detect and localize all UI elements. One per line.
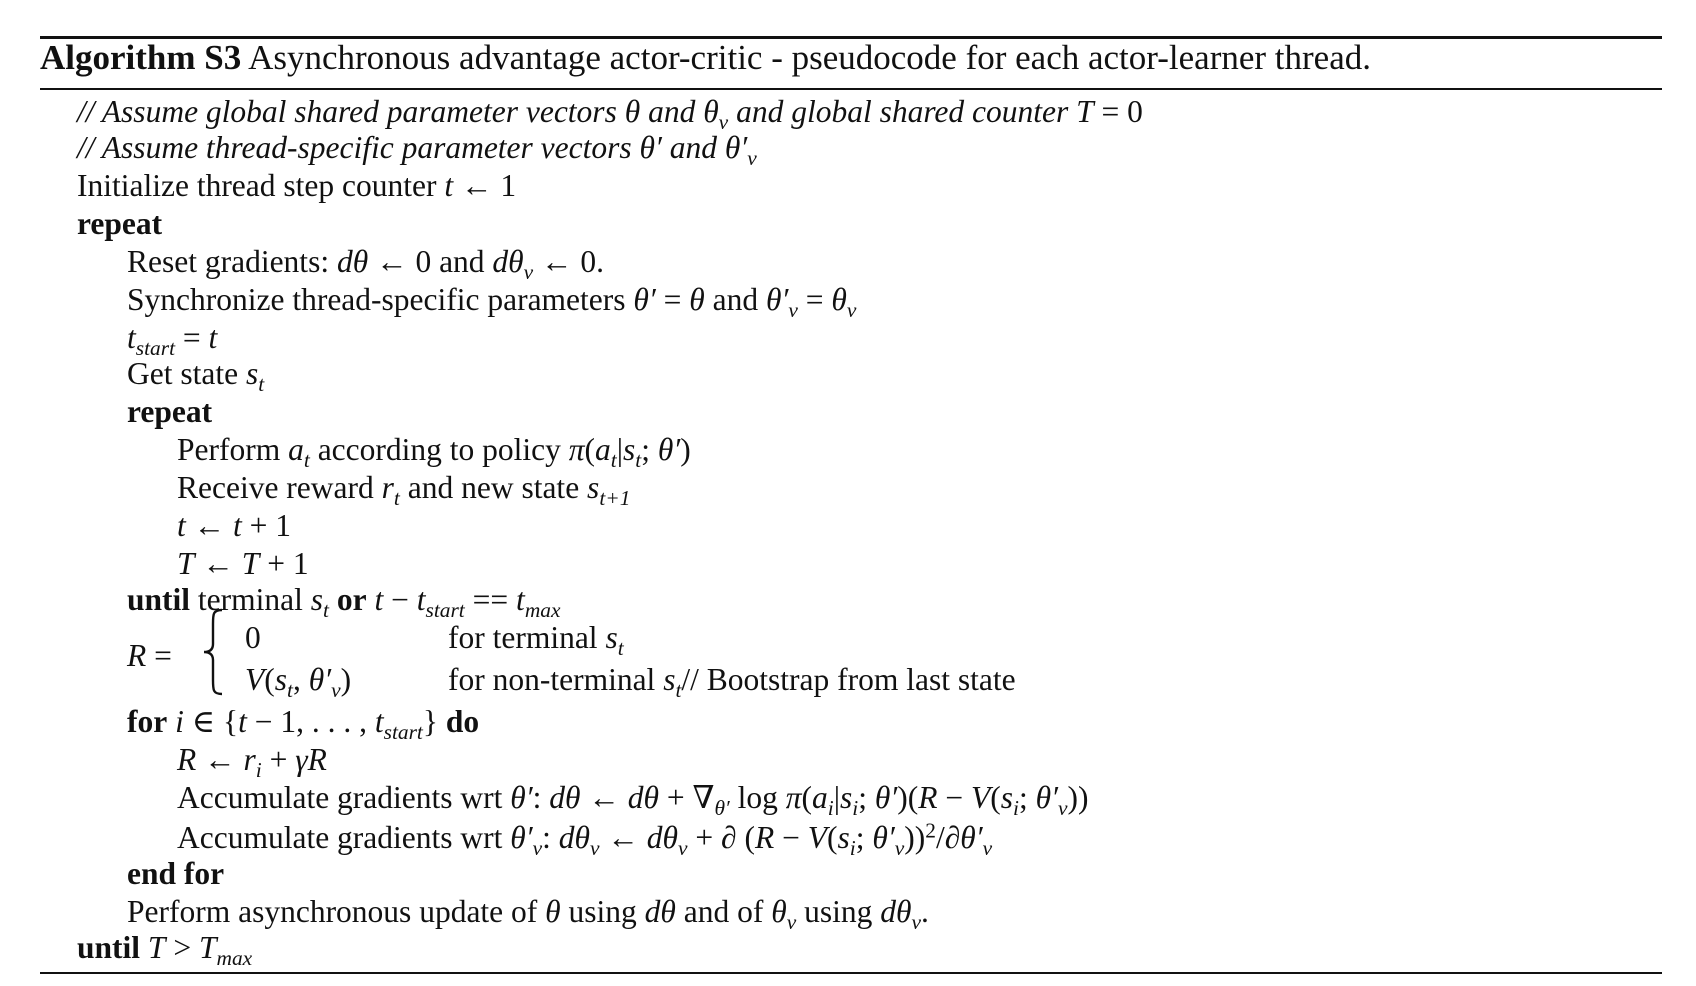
- until-Tmax-line: until $T > T_{max}$: [77, 930, 253, 970]
- algorithm-label: Algorithm S3: [40, 38, 242, 77]
- tstart-line: $t_{start} = t$: [127, 320, 218, 360]
- cases-brace: [200, 608, 226, 696]
- R-equals: R =: [127, 638, 172, 673]
- case-terminal-cond: for terminal $s_t$: [448, 620, 624, 660]
- sync-params-line: Synchronize thread-specific parameters θ′ = θ and $\theta'_v = \theta_v$: [127, 282, 857, 322]
- increment-t-line: t ← t + 1: [177, 508, 292, 543]
- case-nonterminal-cond: for non-terminal $s_t//$ Bootstrap from last state: [448, 662, 1016, 702]
- perform-action-line: Perform $a_t$ according to policy $\pi(a_t|s_t$; θ′): [177, 432, 691, 472]
- update-R-line: R ← $r_i + \gamma R$: [177, 742, 327, 782]
- repeat-inner: repeat: [127, 394, 213, 429]
- algorithm-title: Asynchronous advantage actor-critic - pseudocode for each actor-learner thread.: [248, 38, 1371, 77]
- get-state-line: Get state $s_t$: [127, 356, 265, 396]
- comment-thread-params: // Assume thread-specific parameter vectors θ′ and $\theta'_v$: [77, 130, 757, 170]
- case-nonterminal-value: $V(s_t$, $\theta'_v$): [245, 662, 352, 702]
- for-loop-line: for i ∈ {t − 1, . . . , $t_{start}$} do: [127, 704, 480, 744]
- async-update-line: Perform asynchronous update of θ using dθ and of $\theta_v$ using $d\theta_v$.: [127, 894, 929, 934]
- repeat-outer: repeat: [77, 206, 163, 241]
- increment-T-line: T ← T + 1: [177, 546, 309, 581]
- accumulate-policy-grad-line: Accumulate gradients wrt θ′: dθ ← $d\theta + \nabla_{\theta'}$ $\log \pi(a_i|s_i$; $\theta')(R - V(s_i$; $\theta'_v$)): [177, 780, 1089, 820]
- reset-gradients-line: Reset gradients: dθ ← 0 and $d\theta_v$ ← 0.: [127, 244, 605, 284]
- comment-global-params: // Assume global shared parameter vectors θ and $\theta_v$ and global shared counter T = 0: [77, 94, 1143, 134]
- end-for: end for: [127, 856, 225, 891]
- accumulate-value-grad-line: Accumulate gradients wrt $\theta'_v$: $d\theta_v$ ← $d\theta_v$ + ∂ ($R - V(s_i$; $\theta'_v))^2/\partial\theta'_v$: [177, 818, 993, 860]
- init-counter-line: Initialize thread step counter t ← 1: [77, 168, 517, 203]
- receive-reward-line: Receive reward $r_t$ and new state $s_{t+1}$: [177, 470, 631, 510]
- until-terminal-line: until terminal $s_t$ or $t - t_{start} == t_{max}$: [127, 582, 561, 622]
- caption-rule: [40, 88, 1662, 90]
- algorithm-caption: [40, 38, 1371, 78]
- bottom-rule: [40, 972, 1662, 974]
- case-terminal-value: 0: [245, 620, 261, 655]
